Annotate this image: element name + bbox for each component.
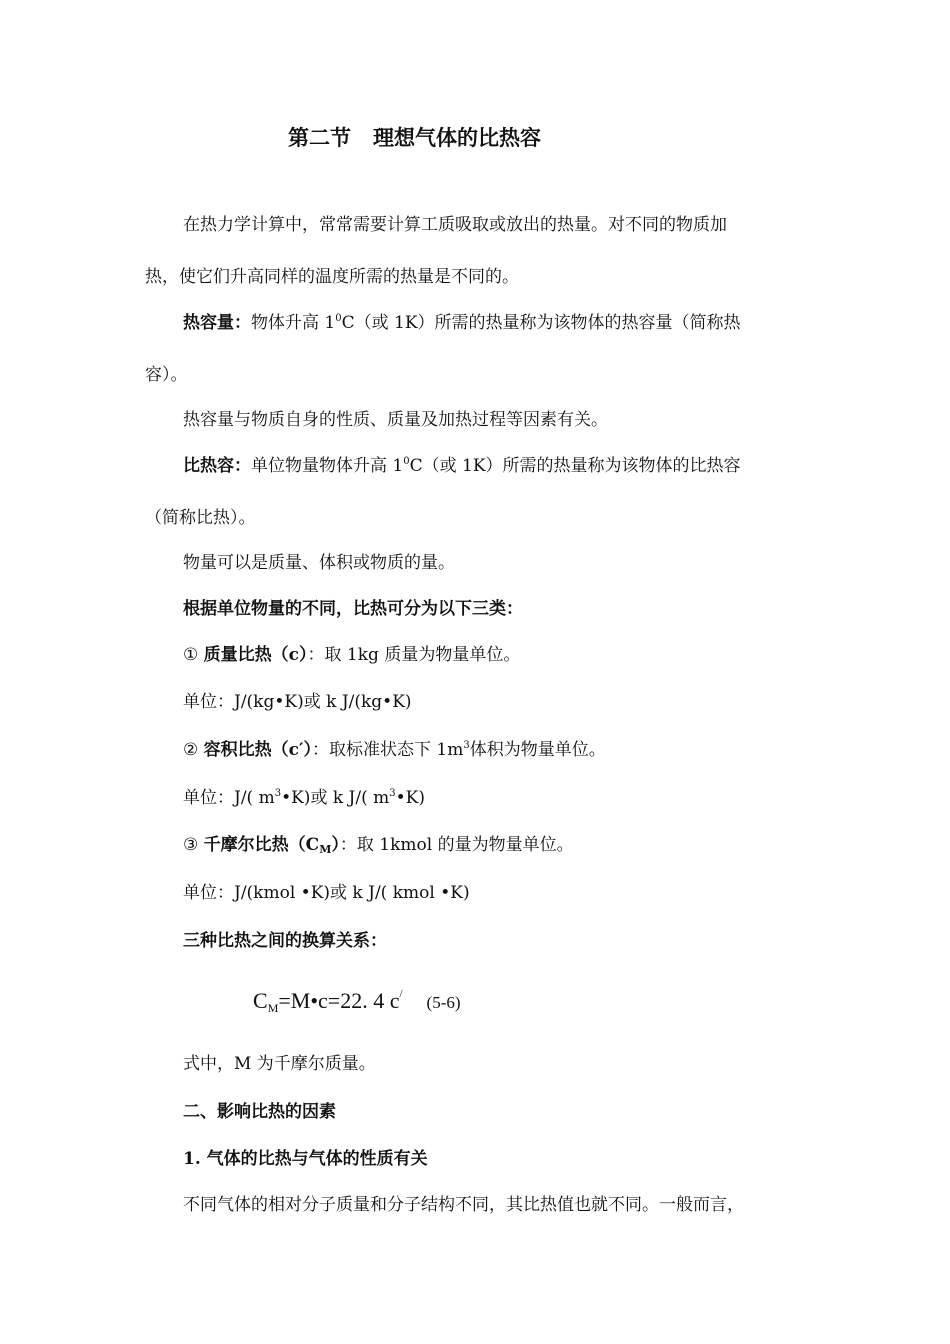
specific-heat-definition: 比热容：单位物量物体升高 $1^0C$（或 1K）所需的热量称为该物体的比热容 xyxy=(183,456,741,476)
heat-capacity-term: 热容量： xyxy=(183,313,251,333)
mass-specific-heat-unit: 单位：J/(kg•K)或 k J/(kg•K) xyxy=(183,692,412,712)
classification-heading: 根据单位物量的不同，比热可分为以下三类： xyxy=(183,599,523,619)
section2-heading: 二、影响比热的因素 xyxy=(183,1102,336,1122)
equation-number: (5-6) xyxy=(426,993,461,1012)
body-last-line: 不同气体的相对分子质量和分子结构不同，其比热值也就不同。一般而言， xyxy=(183,1195,744,1215)
mass-specific-heat-item: ① 质量比热（c）：取 1kg 质量为物量单位。 xyxy=(183,645,521,665)
heat-capacity-definition-line2: 容）。 xyxy=(145,365,188,385)
conversion-formula: $C_M=M•c=22$. 4 c/ (5-6) xyxy=(253,988,461,1015)
section-title-text: 理想气体的比热容 xyxy=(373,125,541,150)
volume-specific-heat-item: ② 容积比热（c′）：取标准状态下 $1m^3$体积为物量单位。 xyxy=(183,740,606,760)
specific-heat-term: 比热容： xyxy=(183,456,251,476)
molar-specific-heat-term: 千摩尔比热$(C_M)$ xyxy=(203,835,340,856)
intro-paragraph-line2: 热，使它们升高同样的温度所需的热量是不同的。 xyxy=(145,267,519,287)
volume-specific-heat-term: 容积比热（c′） xyxy=(203,740,312,760)
molar-specific-heat-item: ③ 千摩尔比热$(C_M)$：取 1kmol 的量为物量单位。 xyxy=(183,835,574,856)
conversion-heading: 三种比热之间的换算关系： xyxy=(183,931,387,951)
section-title xyxy=(288,124,541,152)
mass-specific-heat-term: 质量比热（c） xyxy=(203,645,308,665)
quantity-note: 物量可以是质量、体积或物质的量。 xyxy=(183,553,455,573)
specific-heat-definition-line2: （简称比热）。 xyxy=(145,508,256,528)
subsection1-heading: 1. 气体的比热与气体的性质有关 xyxy=(183,1149,428,1169)
intro-paragraph-line1: 在热力学计算中，常常需要计算工质吸取或放出的热量。对不同的物质加 xyxy=(183,215,727,235)
heat-capacity-factors: 热容量与物质自身的性质、质量及加热过程等因素有关。 xyxy=(183,410,608,430)
molar-specific-heat-unit: 单位：J/(kmol •K)或 k J/( kmol •K) xyxy=(183,883,470,903)
volume-specific-heat-unit: 单位：J/( $m^3•K$)或 k J/( $m^3•K$) xyxy=(183,788,425,808)
where-note: 式中，M 为千摩尔质量。 xyxy=(183,1054,376,1074)
heat-capacity-definition: 热容量：物体升高 $1^0C$（或 1K）所需的热量称为该物体的热容量（简称热 xyxy=(183,313,741,333)
section-number: 第二节 xyxy=(288,125,351,150)
